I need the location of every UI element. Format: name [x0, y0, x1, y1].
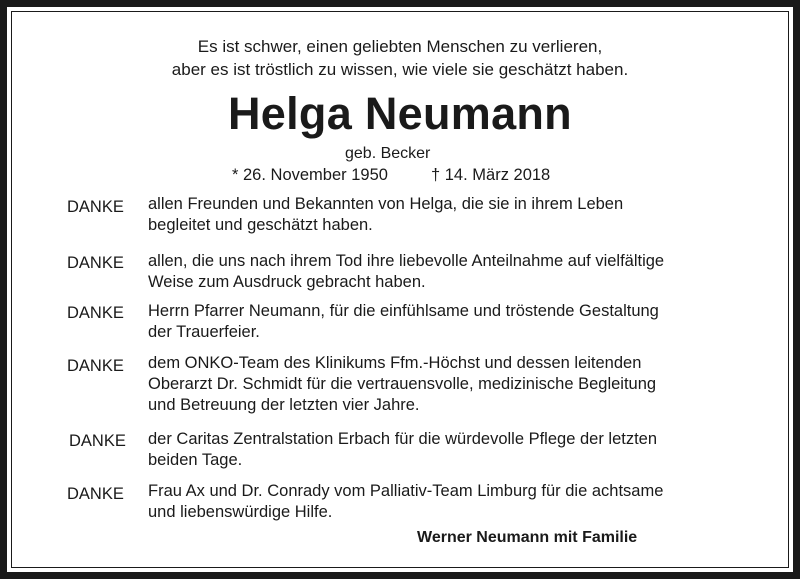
thanks-line: der Trauerfeier.: [148, 323, 260, 341]
thanks-line: begleitet und geschätzt haben.: [148, 216, 373, 234]
thanks-line: dem ONKO-Team des Klinikums Ffm.-Höchst und dessen leitenden: [148, 354, 642, 372]
death-date: † 14. März 2018: [431, 166, 551, 184]
thanks-text: [148, 251, 748, 293]
motto: [0, 35, 800, 81]
thanks-line: allen, die uns nach ihrem Tod ihre liebevolle Anteilnahme auf vielfältige: [148, 252, 665, 270]
thanks-line: beiden Tage.: [148, 451, 243, 469]
maiden-name: geb. Becker: [345, 145, 431, 162]
thanks-text: [148, 353, 748, 416]
thanks-label: DANKE: [69, 432, 126, 450]
thanks-line: und Betreuung der letzten vier Jahre.: [148, 396, 420, 414]
thanks-line: der Caritas Zentralstation Erbach für die würdevolle Pflege der letzten: [148, 430, 658, 448]
thanks-text: [148, 194, 748, 236]
thanks-label: DANKE: [67, 357, 124, 375]
motto-line: aber es ist tröstlich zu wissen, wie viele sie geschätzt haben.: [171, 60, 629, 79]
thanks-line: allen Freunden und Bekannten von Helga, die sie in ihrem Leben: [148, 195, 624, 213]
thanks-text: [148, 481, 748, 523]
thanks-label: DANKE: [67, 254, 124, 272]
thanks-text: [148, 429, 748, 471]
thanks-line: Oberarzt Dr. Schmidt für die vertrauensvolle, medizinische Begleitung: [148, 375, 657, 393]
thanks-text: [148, 301, 748, 343]
thanks-label: DANKE: [67, 485, 124, 503]
birth-date: * 26. November 1950: [232, 166, 388, 184]
signature: Werner Neumann mit Familie: [417, 529, 638, 546]
thanks-line: und liebenswürdige Hilfe.: [148, 503, 333, 521]
thanks-line: Frau Ax und Dr. Conrady vom Palliativ-Team Limburg für die achtsame: [148, 482, 664, 500]
thanks-line: Herrn Pfarrer Neumann, für die einfühlsame und tröstende Gestaltung: [148, 302, 659, 320]
thanks-label: DANKE: [67, 304, 124, 322]
motto-line: Es ist schwer, einen geliebten Menschen zu verlieren,: [197, 37, 603, 56]
thanks-line: Weise zum Ausdruck gebracht haben.: [148, 273, 426, 291]
thanks-label: DANKE: [67, 198, 124, 216]
deceased-name: Helga Neumann: [228, 88, 572, 139]
